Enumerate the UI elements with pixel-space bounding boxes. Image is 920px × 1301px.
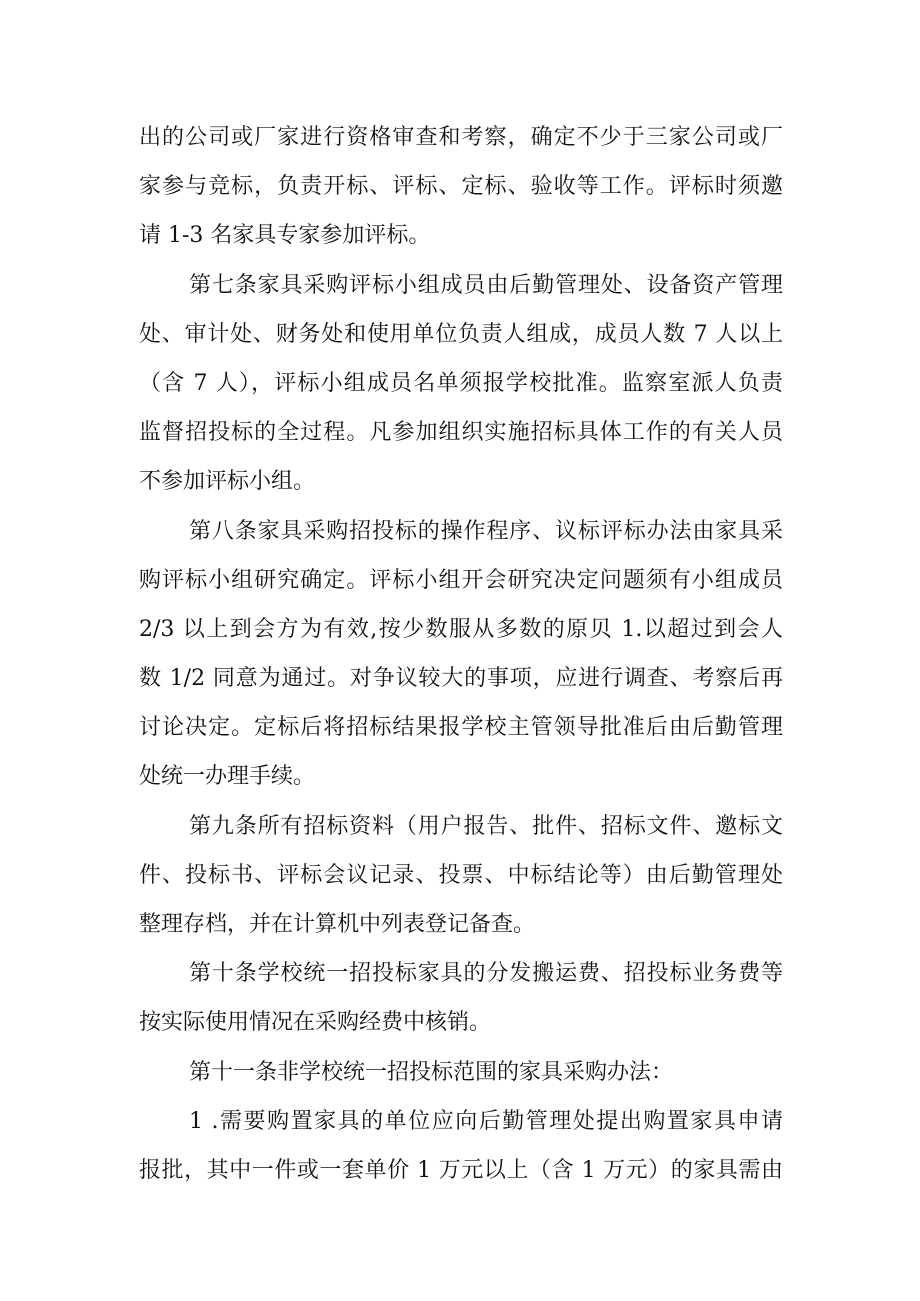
text-line: 2/3 以上到会方为有效,按少数服从多数的原贝 1.以超过到会人 bbox=[139, 616, 783, 642]
text-line: （含 7 人），评标小组成员名单须报学校批准。监察室派人负责 bbox=[139, 370, 783, 396]
text-line: 讨论决定。定标后将招标结果报学校主管领导批准后由后勤管理 bbox=[139, 715, 783, 741]
text-line: 处统一办理手续。 bbox=[139, 764, 316, 790]
text-line: 请 1-3 名家具专家参加评标。 bbox=[139, 223, 431, 249]
text-line: 处、审计处、财务处和使用单位负责人组成，成员人数 7 人以上 bbox=[139, 321, 783, 347]
text-line: 购评标小组研究确定。评标小组开会研究决定问题须有小组成员 bbox=[139, 567, 783, 593]
text-line: 数 1/2 同意为通过。对争议较大的事项，应进行调查、考察后再 bbox=[139, 666, 783, 692]
text-line: 出的公司或厂家进行资格审查和考察，确定不少于三家公司或厂 bbox=[139, 125, 783, 150]
text-line: 不参加评标小组。 bbox=[139, 469, 316, 495]
text-line: 监督招投标的全过程。凡参加组织实施招标具体工作的有关人员 bbox=[139, 420, 783, 446]
paragraph-article-8 bbox=[139, 507, 783, 802]
paragraph-article-11 bbox=[139, 1048, 783, 1097]
text-line: 第八条家具采购招投标的操作程序、议标评标办法由家具采 bbox=[189, 518, 783, 544]
document-body bbox=[139, 113, 783, 1195]
paragraph-continuation bbox=[139, 113, 783, 261]
text-line: 按实际使用情况在采购经费中核销。 bbox=[139, 1010, 492, 1036]
text-line: 第九条所有招标资料（用户报告、批件、招标文件、邀标文 bbox=[189, 813, 783, 839]
text-line: 家参与竞标，负责开标、评标、定标、验收等工作。评标时须邀 bbox=[139, 174, 783, 200]
text-line: 第十一条非学校统一招投标范围的家具采购办法： bbox=[189, 1059, 674, 1085]
text-line: 第十条学校统一招投标家具的分发搬运费、招投标业务费等 bbox=[189, 961, 783, 987]
paragraph-article-11-item-1 bbox=[139, 1097, 783, 1195]
text-line: 整理存档，并在计算机中列表登记备查。 bbox=[139, 912, 536, 937]
text-line: 第七条家具采购评标小组成员由后勤管理处、设备资产管理 bbox=[189, 272, 783, 298]
paragraph-article-7 bbox=[139, 261, 783, 507]
paragraph-article-10 bbox=[139, 949, 783, 1047]
paragraph-article-9 bbox=[139, 802, 783, 950]
text-line: 1 .需要购置家具的单位应向后勤管理处提出购置家具申请 bbox=[189, 1108, 783, 1134]
text-line: 报批，其中一件或一套单价 1 万元以上（含 1 万元）的家具需由 bbox=[139, 1157, 783, 1183]
text-line: 件、投标书、评标会议记录、投票、中标结论等）由后勤管理处 bbox=[139, 862, 783, 888]
